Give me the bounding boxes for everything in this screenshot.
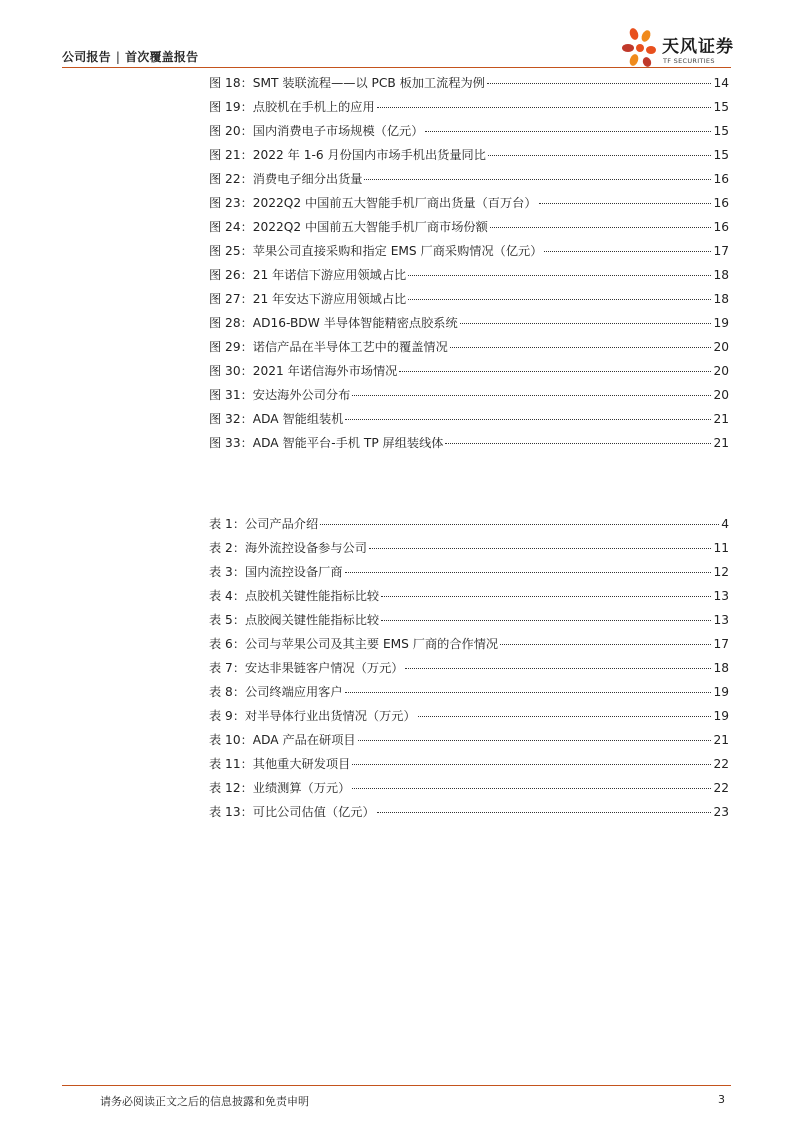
figure-entry-page: 20 — [713, 340, 729, 354]
table-entry-label: 表 10：ADA 产品在研项目 — [209, 733, 356, 747]
table-entry-page: 12 — [713, 565, 729, 579]
figure-entry-label: 图 19：点胶机在手机上的应用 — [209, 100, 375, 114]
table-entry-page: 22 — [713, 781, 729, 795]
table-entry-page: 21 — [713, 733, 729, 747]
table-entry-page: 17 — [713, 637, 729, 651]
footer-rule — [62, 1085, 731, 1086]
table-entry[interactable] — [209, 635, 729, 659]
figure-entry[interactable] — [209, 194, 729, 218]
figure-entry[interactable] — [209, 362, 729, 386]
figure-entry-label: 图 33：ADA 智能平台-手机 TP 屏组装线体 — [209, 436, 444, 450]
figure-entry-page: 15 — [713, 148, 729, 162]
table-entry-label: 表 4：点胶机关键性能指标比较 — [209, 589, 380, 603]
dot-leader — [352, 764, 711, 765]
figure-entry-page: 20 — [713, 388, 729, 402]
dot-leader — [408, 275, 711, 276]
dot-leader — [544, 251, 711, 252]
figure-entry[interactable] — [209, 434, 729, 458]
figure-entry-label: 图 25：苹果公司直接采购和指定 EMS 厂商采购情况（亿元） — [209, 244, 543, 258]
table-entry[interactable] — [209, 707, 729, 731]
figure-entry-label: 图 27：21 年安达下游应用领域占比 — [209, 292, 407, 306]
table-entry[interactable] — [209, 515, 729, 539]
figure-entry-label: 图 22：消费电子细分出货量 — [209, 172, 363, 186]
figure-entry[interactable] — [209, 266, 729, 290]
table-entry-page: 18 — [713, 661, 729, 675]
figure-entry-label: 图 18：SMT 装联流程——以 PCB 板加工流程为例 — [209, 76, 485, 90]
figure-entry-label: 图 23：2022Q2 中国前五大智能手机厂商出货量（百万台） — [209, 196, 537, 210]
logo-subtitle: TF SECURITIES — [663, 57, 715, 65]
figure-entry-label: 图 26：21 年诺信下游应用领域占比 — [209, 268, 407, 282]
dot-leader — [377, 107, 712, 108]
figure-entry-page: 18 — [713, 268, 729, 282]
table-entry[interactable] — [209, 803, 729, 827]
table-entry-page: 19 — [713, 709, 729, 723]
dot-leader — [399, 371, 711, 372]
figure-entry-page: 17 — [713, 244, 729, 258]
report-subtype: 首次覆盖报告 — [125, 50, 199, 64]
company-logo — [620, 26, 740, 72]
logo-name: 天风证券 — [662, 37, 734, 57]
dot-leader — [450, 347, 712, 348]
dot-leader — [488, 155, 712, 156]
dot-leader — [487, 83, 712, 84]
dot-leader — [358, 740, 712, 741]
figure-entry-label: 图 24：2022Q2 中国前五大智能手机厂商市场份额 — [209, 220, 488, 234]
table-entry-label: 表 3：国内流控设备厂商 — [209, 565, 343, 579]
table-entry[interactable] — [209, 731, 729, 755]
table-entry-label: 表 8：公司终端应用客户 — [209, 685, 343, 699]
figure-entry-label: 图 32：ADA 智能组装机 — [209, 412, 344, 426]
table-entry[interactable] — [209, 563, 729, 587]
figure-entry[interactable] — [209, 74, 729, 98]
figure-entry-page: 15 — [713, 100, 729, 114]
figure-entry[interactable] — [209, 410, 729, 434]
table-entry-label: 表 6：公司与苹果公司及其主要 EMS 厂商的合作情况 — [209, 637, 499, 651]
figure-entry-label: 图 28：AD16-BDW 半导体智能精密点胶系统 — [209, 316, 458, 330]
table-entry-label: 表 7：安达非果链客户情况（万元） — [209, 661, 404, 675]
figure-entry-page: 20 — [713, 364, 729, 378]
figure-entry-page: 14 — [713, 76, 729, 90]
figure-entry[interactable] — [209, 242, 729, 266]
table-entry-label: 表 1：公司产品介绍 — [209, 517, 319, 531]
table-entry-label: 表 11：其他重大研发项目 — [209, 757, 351, 771]
header-rule — [62, 67, 731, 68]
dot-leader — [352, 395, 711, 396]
figure-entry[interactable] — [209, 146, 729, 170]
table-entry-label: 表 5：点胶阀关键性能指标比较 — [209, 613, 380, 627]
figure-entry-page: 16 — [713, 172, 729, 186]
dot-leader — [539, 203, 712, 204]
figure-entry[interactable] — [209, 98, 729, 122]
figure-entry-label: 图 30：2021 年诺信海外市场情况 — [209, 364, 398, 378]
table-entry-page: 11 — [713, 541, 729, 555]
table-entry[interactable] — [209, 755, 729, 779]
logo-flower-icon — [620, 26, 660, 70]
table-entry-label: 表 2：海外流控设备参与公司 — [209, 541, 367, 555]
dot-leader — [345, 692, 712, 693]
table-entry[interactable] — [209, 587, 729, 611]
report-type: 公司报告 — [62, 50, 111, 64]
table-entry-page: 13 — [713, 589, 729, 603]
table-entry-page: 4 — [721, 517, 729, 531]
page-number: 3 — [718, 1093, 725, 1106]
figure-entry-page: 21 — [713, 412, 729, 426]
table-entry[interactable] — [209, 779, 729, 803]
figure-entry-page: 16 — [713, 220, 729, 234]
dot-leader — [405, 668, 711, 669]
table-entry-page: 19 — [713, 685, 729, 699]
figure-entry[interactable] — [209, 386, 729, 410]
figure-index — [209, 74, 729, 458]
figure-entry-label: 图 31：安达海外公司分布 — [209, 388, 351, 402]
figure-entry[interactable] — [209, 290, 729, 314]
dot-leader — [418, 716, 712, 717]
table-entry[interactable] — [209, 659, 729, 683]
table-entry[interactable] — [209, 611, 729, 635]
figure-entry[interactable] — [209, 122, 729, 146]
dot-leader — [490, 227, 712, 228]
figure-entry-page: 16 — [713, 196, 729, 210]
dot-leader — [408, 299, 711, 300]
figure-entry[interactable] — [209, 218, 729, 242]
figure-entry[interactable] — [209, 170, 729, 194]
dot-leader — [345, 572, 712, 573]
figure-entry[interactable] — [209, 314, 729, 338]
table-entry-page: 22 — [713, 757, 729, 771]
dot-leader — [381, 596, 711, 597]
dot-leader — [445, 443, 711, 444]
dot-leader — [364, 179, 711, 180]
figure-entry-label: 图 29：诺信产品在半导体工艺中的覆盖情况 — [209, 340, 448, 354]
dot-leader — [381, 620, 711, 621]
table-entry[interactable] — [209, 539, 729, 563]
table-entry-label: 表 9：对半导体行业出货情况（万元） — [209, 709, 416, 723]
figure-entry-page: 21 — [713, 436, 729, 450]
dot-leader — [345, 419, 711, 420]
header-separator: | — [115, 50, 121, 64]
table-index — [209, 515, 729, 827]
table-entry-page: 23 — [713, 805, 729, 819]
dot-leader — [369, 548, 712, 549]
dot-leader — [377, 812, 712, 813]
dot-leader — [320, 524, 719, 525]
dot-leader — [425, 131, 711, 132]
figure-entry-page: 19 — [713, 316, 729, 330]
figure-entry-label: 图 21：2022 年 1-6 月份国内市场手机出货量同比 — [209, 148, 486, 162]
report-header — [62, 48, 198, 65]
table-entry-label: 表 13：可比公司估值（亿元） — [209, 805, 375, 819]
table-entry[interactable] — [209, 683, 729, 707]
figure-entry-page: 15 — [713, 124, 729, 138]
footer-disclaimer: 请务必阅读正文之后的信息披露和免责申明 — [100, 1095, 309, 1108]
dot-leader — [460, 323, 712, 324]
figure-entry-page: 18 — [713, 292, 729, 306]
dot-leader — [500, 644, 711, 645]
figure-entry-label: 图 20：国内消费电子市场规模（亿元） — [209, 124, 424, 138]
figure-entry[interactable] — [209, 338, 729, 362]
table-entry-page: 13 — [713, 613, 729, 627]
dot-leader — [352, 788, 711, 789]
table-entry-label: 表 12：业绩测算（万元） — [209, 781, 351, 795]
